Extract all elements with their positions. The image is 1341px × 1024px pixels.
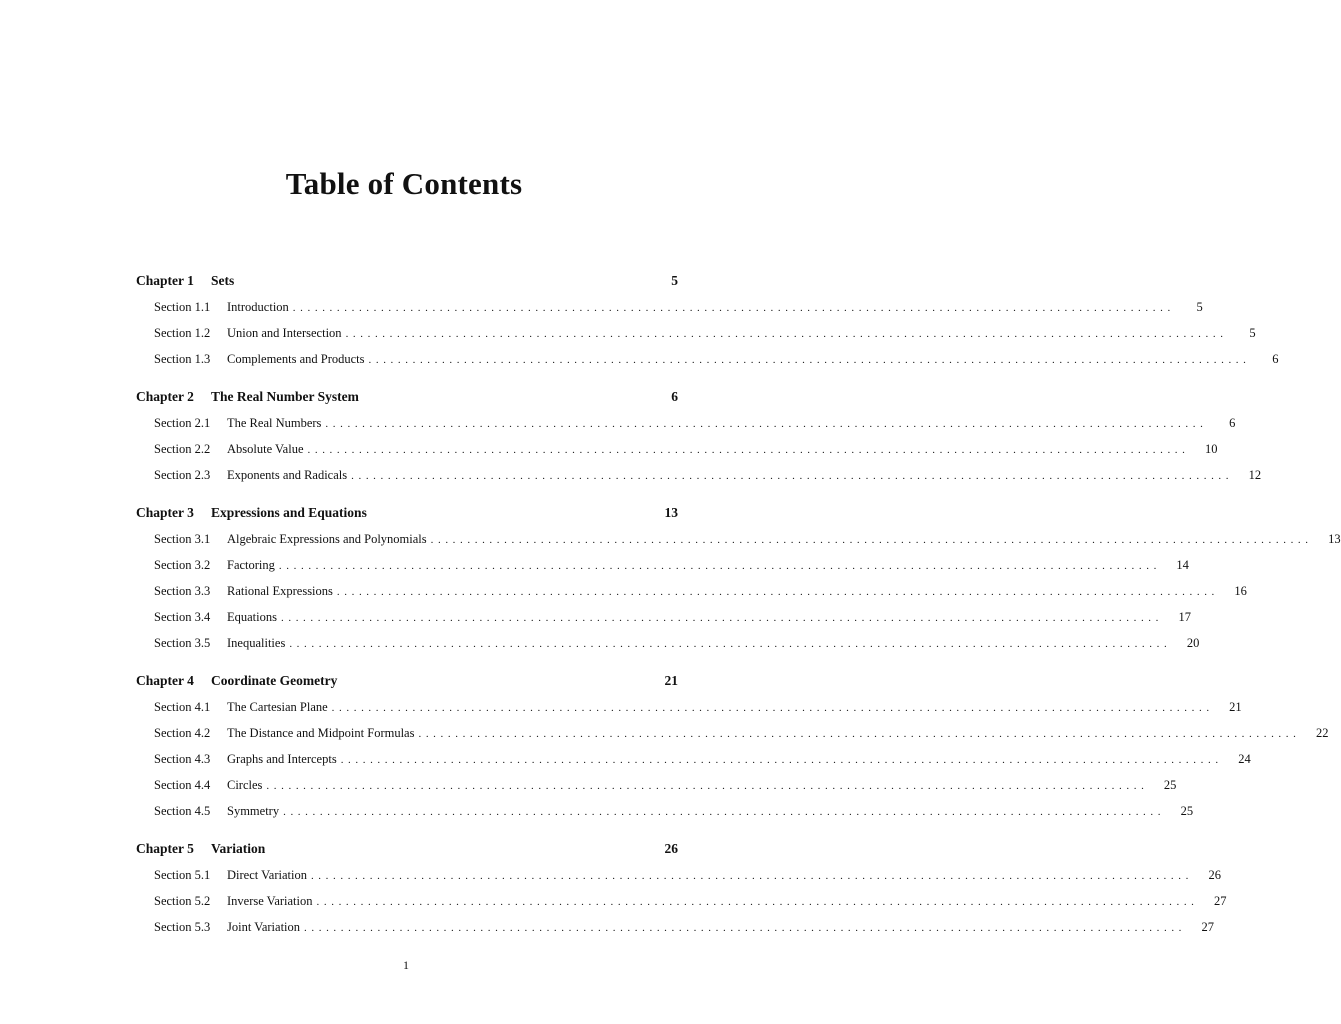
chapter-label: Chapter 3 [136, 505, 194, 520]
section-page-number: 27 [1201, 920, 1215, 934]
section-label: Section 1.1 [154, 300, 211, 314]
section-label: Section 1.2 [154, 326, 211, 340]
section-title: Algebraic Expressions and Polynomials [227, 532, 427, 546]
section-page-number: 27 [1214, 894, 1227, 908]
section-title: Graphs and Intercepts [227, 752, 337, 766]
chapter-entry[interactable] [136, 500, 678, 526]
section-page-number: 22 [1315, 726, 1329, 740]
dot-leader: ........................................................................................................................ [283, 806, 1166, 818]
dot-leader: ........................................................................................................................ [368, 354, 1251, 366]
dot-leader: ........................................................................................................................ [325, 418, 1208, 430]
section-entry[interactable] [136, 798, 1194, 824]
section-label: Section 5.3 [154, 920, 211, 934]
chapter-page-number: 26 [664, 841, 678, 856]
section-label: Section 3.2 [154, 558, 211, 572]
section-title: Union and Intersection [227, 326, 342, 340]
section-title: Direct Variation [227, 868, 307, 882]
section-label: Section 3.4 [154, 610, 211, 624]
dot-leader: ........................................................................................................................ [281, 612, 1163, 624]
chapter-3 [136, 500, 1341, 656]
section-label: Section 4.5 [154, 804, 211, 818]
section-label: Section 5.1 [154, 868, 211, 882]
chapter-page-number: 5 [671, 273, 678, 288]
section-entry[interactable] [136, 888, 1227, 914]
dot-leader: ........................................................................................................................ [304, 922, 1187, 934]
chapter-title: The Real Number System [211, 389, 359, 404]
chapter-title: Expressions and Equations [211, 505, 367, 520]
section-entry[interactable] [136, 630, 1200, 656]
section-title: Exponents and Radicals [227, 468, 348, 482]
section-title: Factoring [227, 558, 275, 572]
section-title: Circles [227, 778, 263, 792]
section-label: Section 2.2 [154, 442, 211, 456]
chapter-page-number: 6 [671, 389, 678, 404]
dot-leader: ........................................................................................................................ [336, 586, 1219, 598]
chapter-label: Chapter 1 [136, 273, 194, 288]
page-title: Table of Contents [285, 166, 523, 201]
dot-leader: ........................................................................................................................ [292, 302, 1175, 314]
dot-leader: ........................................................................................................................ [331, 702, 1214, 714]
chapter-2 [136, 384, 1262, 488]
chapter-entry[interactable] [136, 668, 678, 694]
dot-leader: ........................................................................................................................ [345, 328, 1228, 340]
section-entry[interactable] [136, 526, 1341, 552]
section-page-number: 5 [1249, 326, 1256, 340]
section-page-number: 16 [1234, 584, 1247, 598]
section-entry[interactable] [136, 320, 1256, 346]
section-label: Section 1.3 [154, 352, 211, 366]
section-entry[interactable] [136, 578, 1247, 604]
section-title: Equations [227, 610, 277, 624]
chapter-label: Chapter 5 [136, 841, 194, 856]
section-title: The Cartesian Plane [227, 700, 328, 714]
section-page-number: 20 [1186, 636, 1200, 650]
dot-leader: ........................................................................................................................ [340, 754, 1223, 766]
section-label: Section 3.1 [154, 532, 211, 546]
section-page-number: 5 [1196, 300, 1203, 314]
section-page-number: 17 [1178, 610, 1191, 624]
chapter-entry[interactable] [136, 836, 678, 862]
chapter-4 [136, 668, 1329, 824]
section-title: Rational Expressions [227, 584, 333, 598]
chapter-label: Chapter 2 [136, 389, 194, 404]
section-entry[interactable] [136, 694, 1242, 720]
section-page-number: 24 [1238, 752, 1251, 766]
section-entry[interactable] [136, 604, 1191, 630]
section-title: The Distance and Midpoint Formulas [227, 726, 415, 740]
section-label: Section 4.2 [154, 726, 211, 740]
section-page-number: 25 [1180, 804, 1194, 818]
chapter-label: Chapter 4 [136, 673, 194, 688]
section-page-number: 6 [1229, 416, 1236, 430]
section-entry[interactable] [136, 720, 1329, 746]
chapter-title: Variation [211, 841, 266, 856]
section-page-number: 13 [1328, 532, 1341, 546]
section-label: Section 2.1 [154, 416, 211, 430]
section-entry[interactable] [136, 772, 1177, 798]
section-entry[interactable] [136, 914, 1215, 940]
section-title: Joint Variation [227, 920, 301, 934]
section-entry[interactable] [136, 436, 1218, 462]
section-title: Symmetry [227, 804, 280, 818]
dot-leader: ........................................................................................................................ [418, 728, 1301, 740]
section-title: The Real Numbers [227, 416, 322, 430]
dot-leader: ........................................................................................................................ [351, 470, 1234, 482]
section-entry[interactable] [136, 294, 1203, 320]
section-page-number: 6 [1272, 352, 1279, 366]
section-page-number: 21 [1229, 700, 1242, 714]
section-label: Section 3.3 [154, 584, 211, 598]
table-of-contents [136, 268, 1341, 952]
chapter-5 [136, 836, 1227, 940]
chapter-entry[interactable] [136, 268, 678, 294]
dot-leader: ........................................................................................................................ [266, 780, 1149, 792]
section-title: Absolute Value [227, 442, 304, 456]
dot-leader: ........................................................................................................................ [278, 560, 1161, 572]
section-title: Inverse Variation [227, 894, 313, 908]
dot-leader: ........................................................................................................................ [307, 444, 1190, 456]
section-label: Section 5.2 [154, 894, 211, 908]
dot-leader: ........................................................................................................................ [316, 896, 1199, 908]
section-entry[interactable] [136, 552, 1189, 578]
page-number: 1 [403, 958, 409, 972]
section-page-number: 10 [1205, 442, 1218, 456]
section-entry[interactable] [136, 862, 1221, 888]
section-entry[interactable] [136, 746, 1251, 772]
section-title: Complements and Products [227, 352, 365, 366]
section-title: Inequalities [227, 636, 286, 650]
section-title: Introduction [227, 300, 289, 314]
section-label: Section 3.5 [154, 636, 211, 650]
chapter-page-number: 13 [664, 505, 678, 520]
dot-leader: ........................................................................................................................ [310, 870, 1193, 882]
section-entry[interactable] [136, 462, 1262, 488]
section-label: Section 4.4 [154, 778, 211, 792]
chapter-title: Sets [211, 273, 235, 288]
section-label: Section 4.3 [154, 752, 211, 766]
chapter-title: Coordinate Geometry [211, 673, 338, 688]
chapter-entry[interactable] [136, 384, 678, 410]
chapter-page-number: 21 [664, 673, 678, 688]
section-label: Section 2.3 [154, 468, 211, 482]
section-page-number: 12 [1248, 468, 1262, 482]
section-page-number: 14 [1176, 558, 1189, 572]
section-entry[interactable] [136, 410, 1236, 436]
section-page-number: 25 [1163, 778, 1177, 792]
section-label: Section 4.1 [154, 700, 211, 714]
section-entry[interactable] [136, 346, 1279, 372]
dot-leader: ........................................................................................................................ [430, 534, 1313, 546]
section-page-number: 26 [1208, 868, 1221, 882]
dot-leader: ........................................................................................................................ [289, 638, 1172, 650]
chapter-1 [136, 268, 1279, 372]
